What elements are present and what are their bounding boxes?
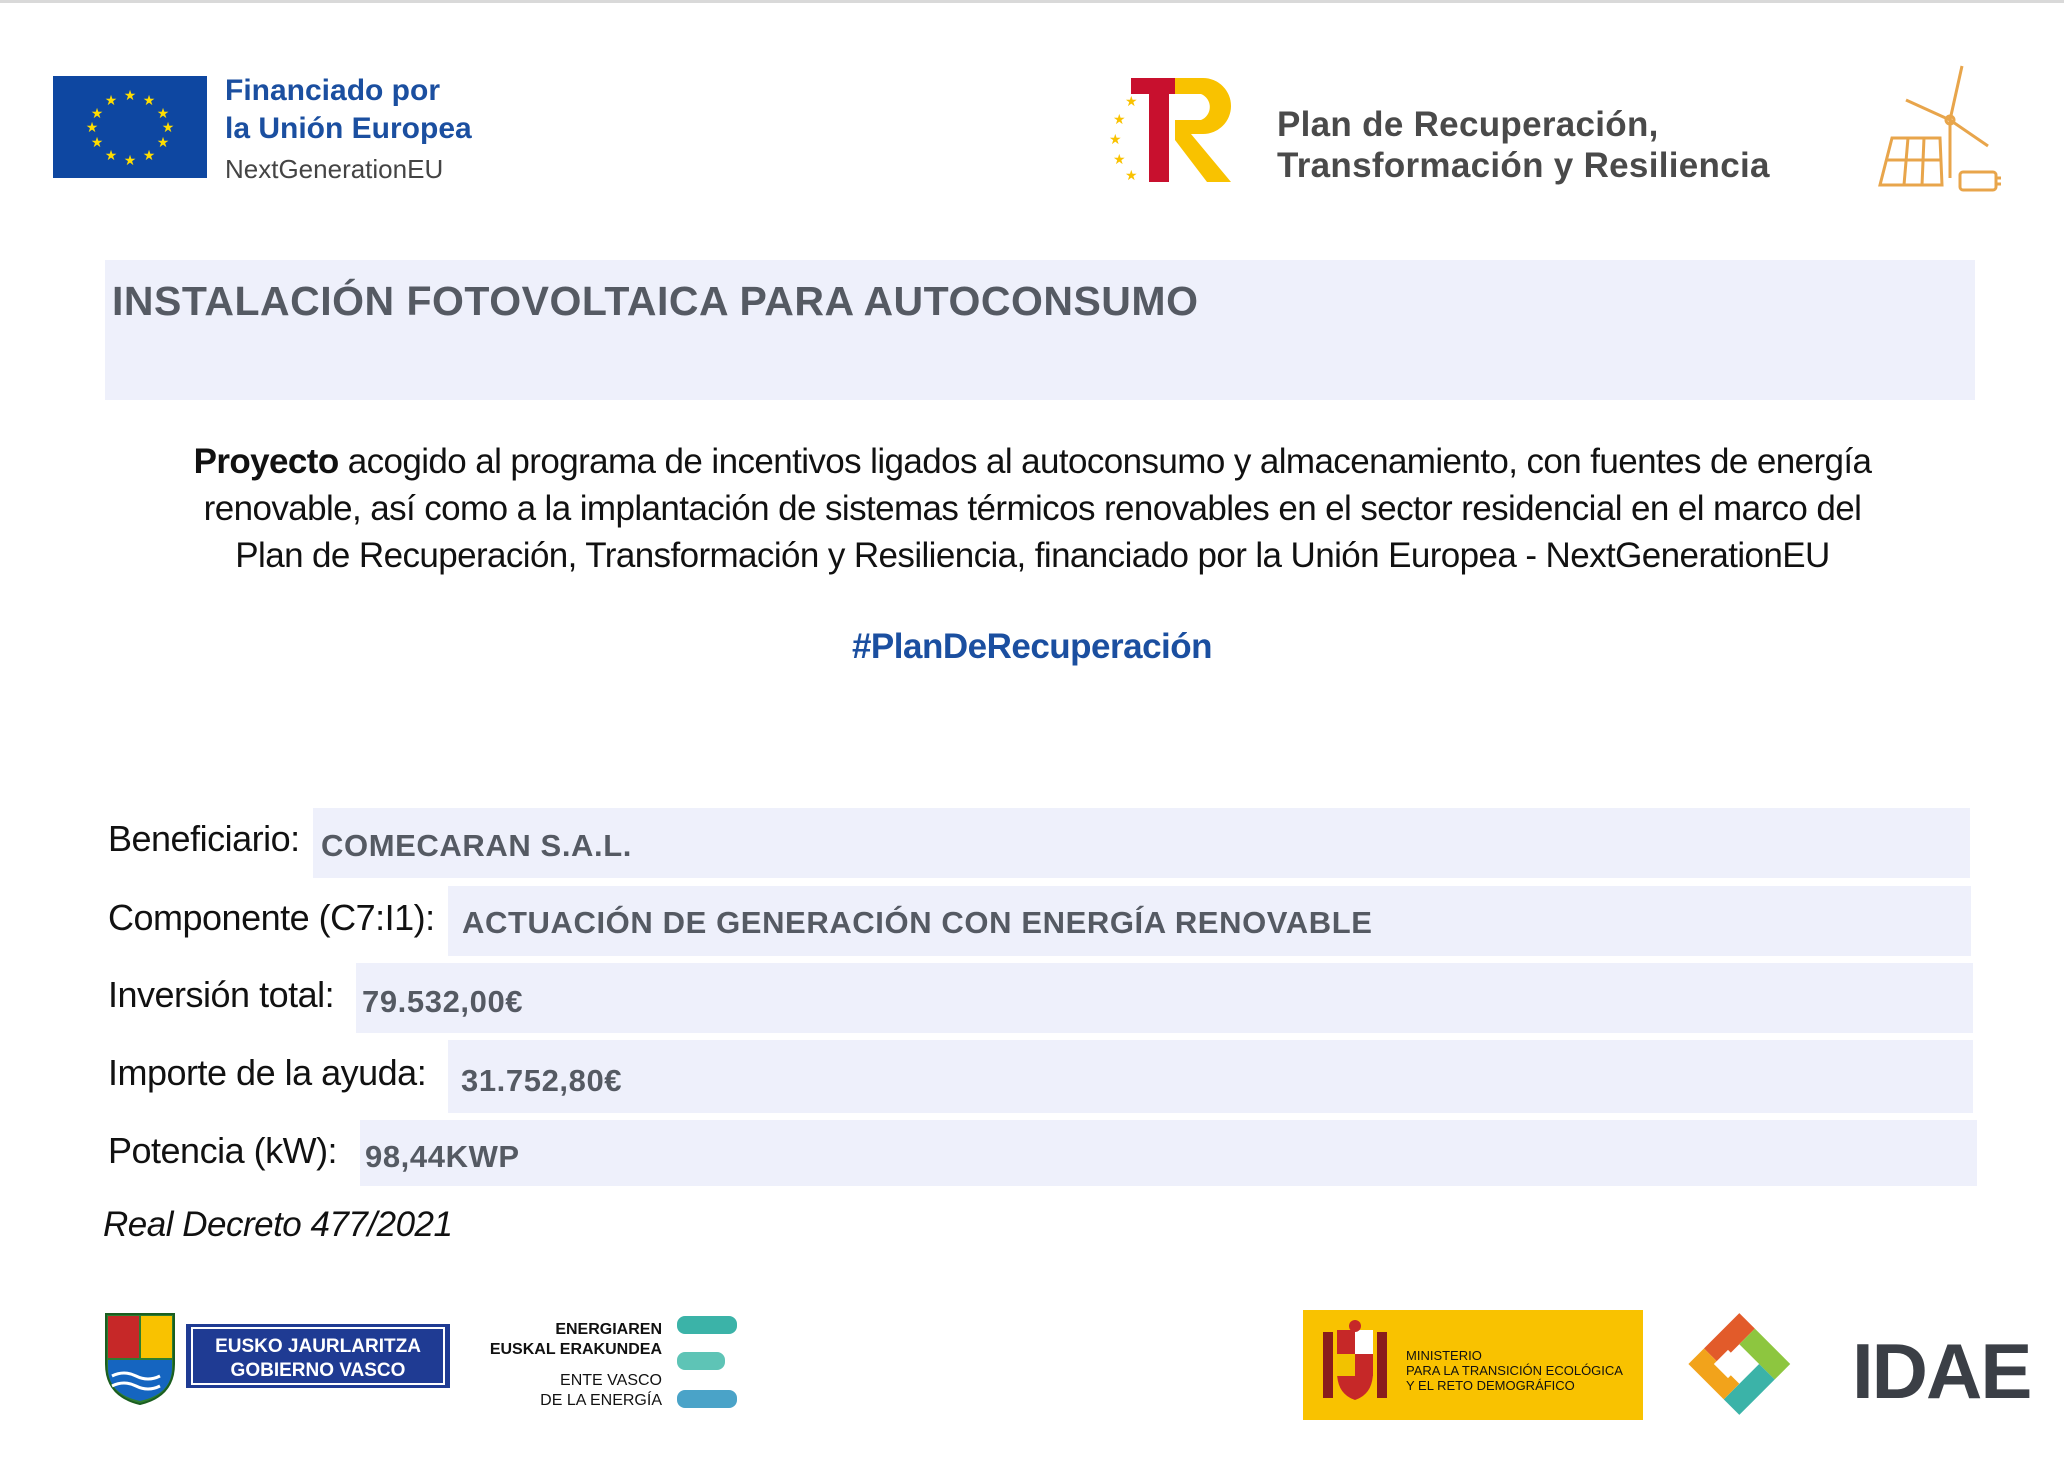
svg-text:★: ★ xyxy=(1125,94,1138,110)
inversion-label: Inversión total: xyxy=(108,974,335,1015)
eve-line1: ENERGIAREN xyxy=(555,1321,662,1338)
svg-text:★: ★ xyxy=(123,88,137,104)
inversion-box xyxy=(356,963,1973,1033)
svg-text:★: ★ xyxy=(1113,152,1126,168)
svg-text:★: ★ xyxy=(1109,132,1122,148)
page-title: INSTALACIÓN FOTOVOLTAICA PARA AUTOCONSUMO xyxy=(112,278,1199,324)
ministerio-transicion-logo xyxy=(1303,1310,1643,1420)
eu-flag-logo xyxy=(53,76,207,178)
description-line2: renovable, así como a la implantación de sistemas térmicos renovables en el sector residencial en el marco del xyxy=(203,489,1862,528)
importe-value: 31.752,80€ xyxy=(461,1063,623,1098)
svg-text:★: ★ xyxy=(90,135,104,151)
prtr-title-line2: Transformación y Resiliencia xyxy=(1277,146,1770,185)
description-line3: Plan de Recuperación, Transformación y Resiliencia, financiado por la Unión Europea - NextGenerationEU xyxy=(235,536,1830,575)
solar-wind-energy-icon xyxy=(1870,60,2005,195)
svg-text:★: ★ xyxy=(156,135,170,151)
eu-funded-line2: la Unión Europea xyxy=(225,112,472,145)
eu-funded-line1: Financiado por xyxy=(225,74,441,107)
inversion-value: 79.532,00€ xyxy=(362,984,524,1019)
description-line1-text: acogido al programa de incentivos ligados al autoconsumo y almacenamiento, con fuentes de energía xyxy=(338,442,1872,481)
beneficiario-value: COMECARAN S.A.L. xyxy=(321,828,632,863)
project-description xyxy=(100,438,1965,579)
description-lead: Proyecto xyxy=(193,442,339,481)
potencia-label: Potencia (kW): xyxy=(108,1130,338,1171)
svg-text:★: ★ xyxy=(123,153,137,169)
idae-logo xyxy=(1672,1308,2031,1420)
componente-label: Componente (C7:I1): xyxy=(108,897,435,938)
eve-line2: EUSKAL ERAKUNDEA xyxy=(489,1341,662,1358)
svg-text:★: ★ xyxy=(156,106,170,122)
svg-text:★: ★ xyxy=(104,93,118,109)
svg-text:★: ★ xyxy=(85,120,99,136)
ente-vasco-energia-logo xyxy=(470,1310,745,1415)
potencia-box xyxy=(360,1120,1977,1186)
idae-wordmark: IDAE xyxy=(1852,1327,2031,1415)
gv-line1: EUSKO JAURLARITZA xyxy=(215,1336,421,1357)
svg-text:★: ★ xyxy=(142,93,156,109)
ministerio-line2: PARA LA TRANSICIÓN ECOLÓGICA xyxy=(1406,1363,1623,1378)
beneficiario-label: Beneficiario: xyxy=(108,818,300,859)
prtr-logo xyxy=(1105,74,1241,184)
importe-label: Importe de la ayuda: xyxy=(108,1052,427,1093)
svg-text:★: ★ xyxy=(142,148,156,164)
svg-text:★: ★ xyxy=(161,120,175,136)
gobierno-vasco-logo xyxy=(98,1306,452,1406)
ministerio-line1: MINISTERIO xyxy=(1406,1348,1482,1363)
eve-line3: ENTE VASCO xyxy=(560,1372,662,1389)
eu-nextgen-label: NextGenerationEU xyxy=(225,154,444,184)
componente-value: ACTUACIÓN DE GENERACIÓN CON ENERGÍA RENOVABLE xyxy=(462,905,1373,940)
svg-text:★: ★ xyxy=(104,148,118,164)
importe-box xyxy=(448,1040,1973,1113)
hashtag-link[interactable]: #PlanDeRecuperación xyxy=(851,627,1213,666)
ministerio-line3: Y EL RETO DEMOGRÁFICO xyxy=(1406,1378,1575,1393)
description-line1 xyxy=(100,438,1965,485)
top-border xyxy=(0,0,2064,3)
svg-text:★: ★ xyxy=(1113,112,1126,128)
eve-line4: DE LA ENERGÍA xyxy=(540,1392,662,1409)
decree-reference: Real Decreto 477/2021 xyxy=(103,1205,453,1244)
svg-text:★: ★ xyxy=(90,106,104,122)
gv-line2: GOBIERNO VASCO xyxy=(230,1360,406,1381)
potencia-value: 98,44KWP xyxy=(365,1139,520,1174)
prtr-title-line1: Plan de Recuperación, xyxy=(1277,105,1659,144)
svg-text:★: ★ xyxy=(1125,168,1138,184)
